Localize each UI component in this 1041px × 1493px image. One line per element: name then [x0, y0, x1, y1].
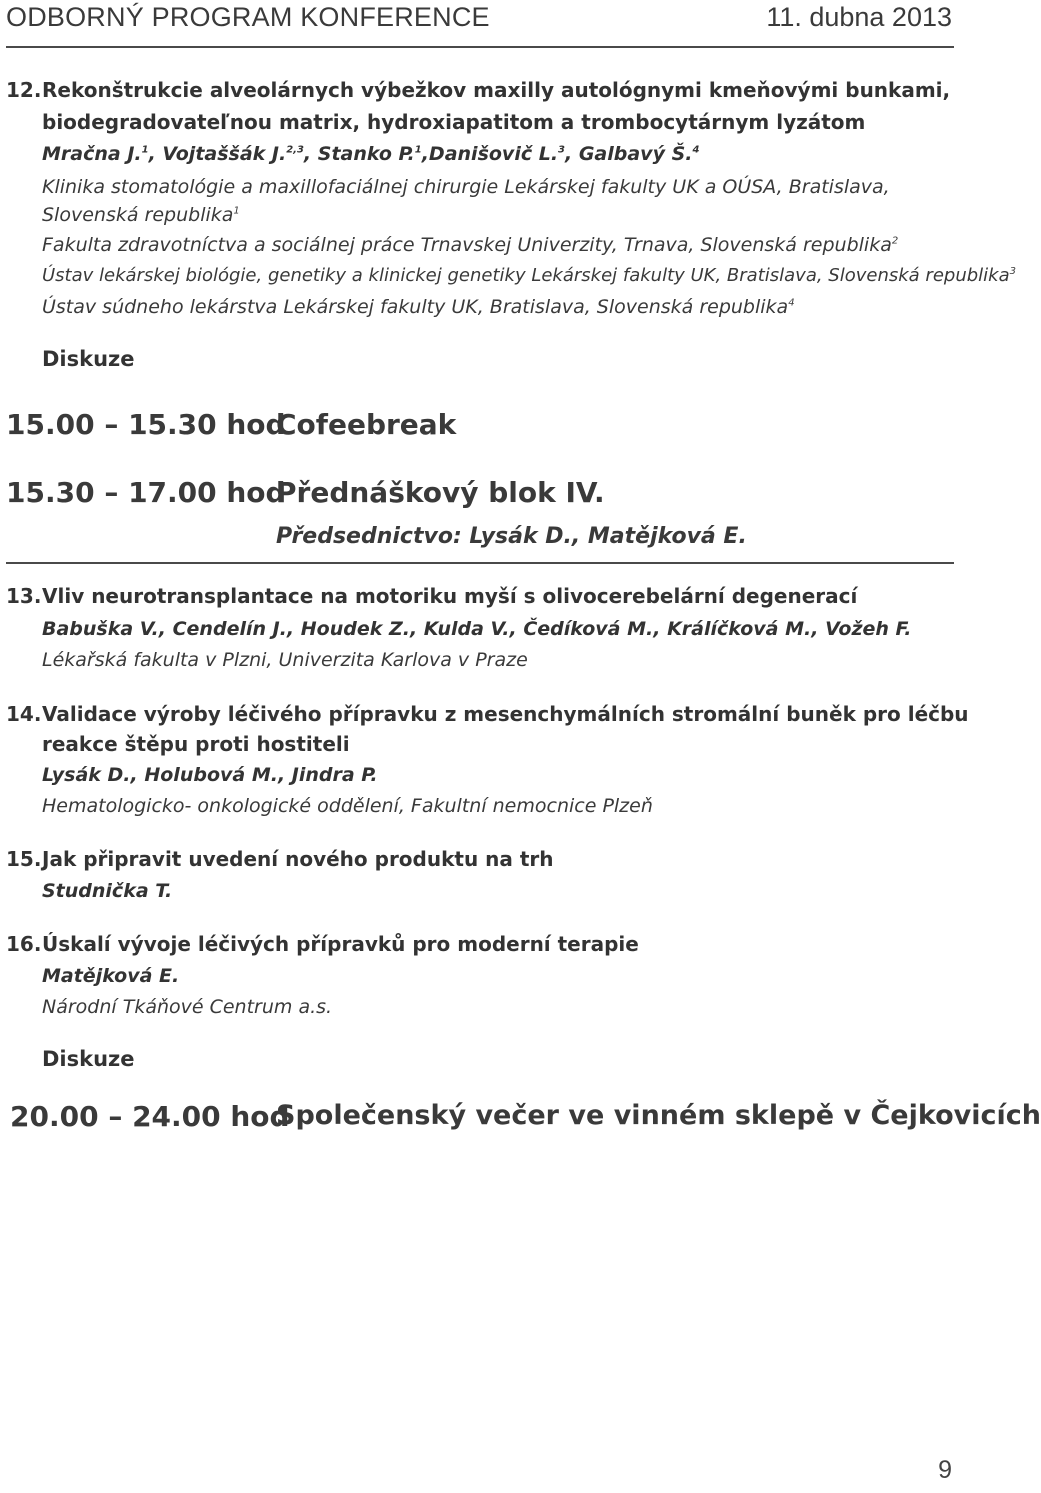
block-chair: Předsednictvo: Lysák D., Matějková E. [276, 524, 747, 549]
discussion-1: Diskuze [42, 347, 135, 371]
block-time: 15.30 – 17.00 hod [6, 476, 286, 509]
header-divider [6, 46, 954, 48]
talk-13-affiliation: Lékařská fakulta v Plzni, Univerzita Karlova v Praze [42, 649, 528, 671]
talk-12-affiliation-4: Ústav súdneho lekárstva Lekárskej fakulty UK, Bratislava, Slovenská republika$^4$ [42, 296, 795, 318]
talk-14-number: 14. [6, 702, 42, 726]
page-header [0, 0, 960, 44]
evening-label: Společenský večer ve vinném sklepě v Čejkovicích [276, 1100, 1041, 1131]
page-number: 9 [938, 1456, 952, 1484]
discussion-2: Diskuze [42, 1047, 135, 1071]
talk-12-title-line1: Rekonštrukcie alveolárnych výbežkov maxilly autológnymi kmeňovými bunkami, [42, 78, 951, 102]
break-label: Cofeebreak [276, 408, 457, 441]
talk-13-title: Vliv neurotransplantace na motoriku myší s olivocerebelární degenerací [42, 584, 858, 608]
talk-15-number: 15. [6, 847, 42, 871]
talk-16-number: 16. [6, 932, 42, 956]
talk-12-affiliation-1-line2: Slovenská republika$^1$ [42, 204, 240, 226]
evening-time: 20.00 – 24.00 hod [10, 1100, 290, 1133]
talk-12-number: 12. [6, 78, 42, 102]
talk-12-affiliation-1-line1: Klinika stomatológie a maxillofaciálnej chirurgie Lekárskej fakulty UK a OÚSA, Bratislava, [42, 176, 890, 198]
talk-15-authors: Studnička T. [42, 880, 173, 902]
talk-12-affiliation-2: Fakulta zdravotníctva a sociálnej práce Trnavskej Univerzity, Trnava, Slovenská republika$^2$ [42, 234, 899, 256]
header-title: ODBORNÝ PROGRAM KONFERENCE [6, 2, 490, 32]
talk-14-authors: Lysák D., Holubová M., Jindra P. [42, 764, 378, 786]
break-time: 15.00 – 15.30 hod [6, 408, 286, 441]
talk-12-authors: Mračna J.$^1$, Vojtaššák J.$^{2,3}$, Stanko P.$^1$,Danišovič L.$^3$, Galbavý Š.$^4$ [42, 143, 700, 165]
talk-12-title-line2: biodegradovateľnou matrix, hydroxiapatitom a trombocytárnym lyzátom [42, 110, 866, 134]
talk-16-title: Úskalí vývoje léčivých přípravků pro moderní terapie [42, 932, 639, 956]
talk-14-title-line2: reakce štěpu proti hostiteli [42, 732, 350, 756]
block-title: Přednáškový blok IV. [276, 476, 605, 509]
talk-12-affiliation-3: Ústav lekárskej biológie, genetiky a klinickej genetiky Lekárskej fakulty UK, Bratislava, Slovenská republika$^3$ [42, 265, 1016, 286]
talk-14-affiliation: Hematologicko- onkologické oddělení, Fakultní nemocnice Plzeň [42, 795, 653, 817]
talk-13-number: 13. [6, 584, 42, 608]
talk-14-title-line1: Validace výroby léčivého přípravku z mesenchymálních stromální buněk pro léčbu [42, 702, 969, 726]
talk-15-title: Jak připravit uvedení nového produktu na trh [42, 847, 554, 871]
header-date: 11. dubna 2013 [766, 2, 952, 32]
talk-16-affiliation: Národní Tkáňové Centrum a.s. [42, 996, 333, 1018]
section-divider [6, 562, 954, 564]
talk-16-authors: Matějková E. [42, 965, 180, 987]
talk-13-authors: Babuška V., Cendelín J., Houdek Z., Kulda V., Čedíková M., Králíčková M., Vožeh F. [42, 618, 912, 640]
